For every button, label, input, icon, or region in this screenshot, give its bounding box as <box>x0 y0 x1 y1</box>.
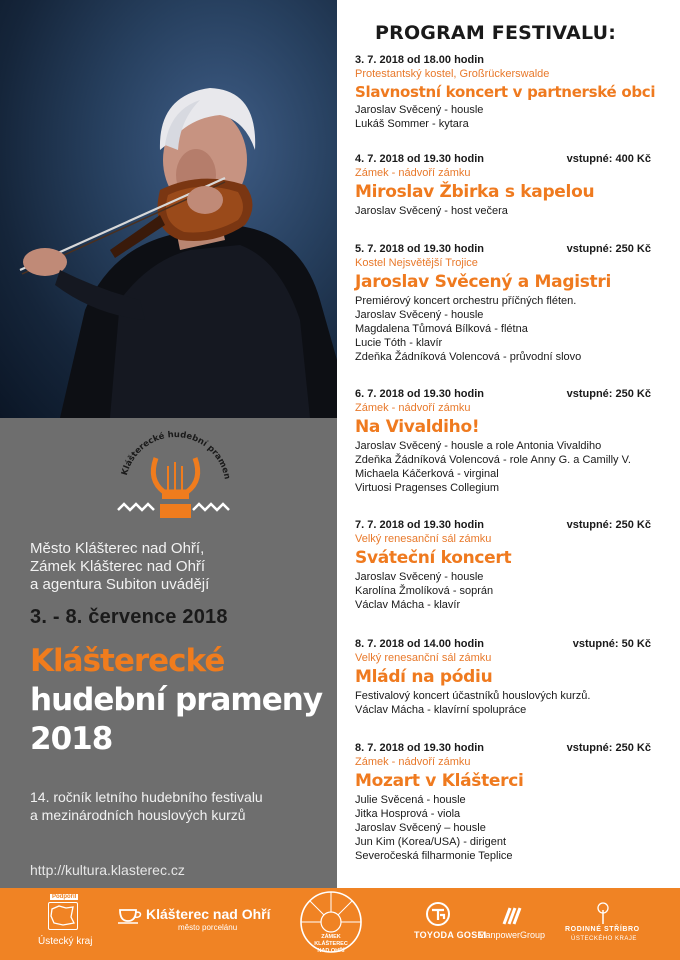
event-price: vstupné: 400 Kč <box>566 153 651 165</box>
program-column <box>337 0 680 888</box>
event-item <box>355 638 667 717</box>
program-heading: PROGRAM FESTIVALU: <box>375 22 617 44</box>
event-performers: Premiérový koncert orchestru příčných fléten. Jaroslav Svěcený - housle Magdalena Tůmová Bílková - flétna Lucie Tóth - klavír Zdeňka Žádníková Volencová - průvodní slovo <box>355 295 582 363</box>
event-date: 5. 7. 2018 od 19.30 hodin <box>355 243 484 255</box>
event-price: vstupné: 250 Kč <box>566 243 651 255</box>
event-title: Na Vivaldiho! <box>355 417 480 437</box>
presenters-text: Město Klášterec nad Ohří, Zámek Klášterec nad Ohří a agentura Subiton uvádějí <box>30 540 210 593</box>
svg-text:NAD OHŘÍ: NAD OHŘÍ <box>317 948 345 954</box>
event-performers: Julie Svěcená - housle Jitka Hosprová - viola Jaroslav Svěcený – housle Jun Kim (Korea/USA) - dirigent Severočeská filharmonie Teplice <box>355 794 513 862</box>
region-map-icon <box>48 902 78 930</box>
event-title: Slavnostní koncert v partnerské obci <box>355 83 656 101</box>
tg-emblem-icon <box>426 902 450 926</box>
event-performers: Jaroslav Svěcený - housle Karolína Žmolíková - soprán Václav Mácha - klavír <box>355 571 494 611</box>
event-performers: Jaroslav Svěcený - housle Lukáš Sommer - kytara <box>355 104 484 130</box>
festival-subtitle: 14. ročník letního hudebního festivalu a mezinárodních houslových kurzů <box>30 789 263 823</box>
tree-icon <box>593 902 613 924</box>
event-performers: Festivalový koncert účastníků houslových kurzů. Václav Mácha - klavírní spolupráce <box>355 690 591 716</box>
event-price: vstupné: 50 Kč <box>572 638 651 650</box>
event-price: vstupné: 250 Kč <box>566 519 651 531</box>
festival-title: Klášterecké hudební prameny 2018 <box>30 643 323 757</box>
event-performers: Jaroslav Svěcený - housle a role Antonia Vivaldiho Zdeňka Žádníková Volencová - role Anny G. a Camilly V. Michaela Káčerková - virginal Virtuosi Pragenses Collegium <box>355 440 631 494</box>
event-item <box>355 388 667 495</box>
event-venue: Protestantský kostel, Großrückerswalde <box>355 68 550 80</box>
event-date: 3. 7. 2018 od 18.00 hodin <box>355 54 484 66</box>
event-venue: Kostel Nejsvětější Trojice <box>355 257 478 269</box>
festival-lyre-logo <box>108 418 243 526</box>
festival-dates: 3. - 8. července 2018 <box>30 606 228 628</box>
event-price: vstupné: 250 Kč <box>566 742 651 754</box>
event-item <box>355 243 667 364</box>
svg-text:ZÁMEK: ZÁMEK <box>321 934 341 940</box>
event-performers: Jaroslav Svěcený - host večera <box>355 205 508 217</box>
sponsor-bar: Podpořil Ústecký kraj Klášterec nad Ohří město porcelánu ZÁMEK KLÁŠTEREC NAD OHŘÍ TOYODA GOSEI ManpowerGroup RODINNÉ STŘÍBRO ÚSTECKÉHO KRAJE <box>0 888 680 960</box>
event-price: vstupné: 250 Kč <box>566 388 651 400</box>
event-date: 8. 7. 2018 od 19.30 hodin <box>355 742 484 754</box>
event-venue: Velký renesanční sál zámku <box>355 533 492 545</box>
event-venue: Velký renesanční sál zámku <box>355 652 492 664</box>
website-link[interactable]: http://kultura.klasterec.cz <box>30 862 185 878</box>
violinist-photo <box>0 0 337 418</box>
event-venue: Zámek - nádvoří zámku <box>355 756 471 768</box>
left-panel <box>0 0 337 888</box>
event-title: Mozart v Klášterci <box>355 771 524 791</box>
event-item <box>355 54 667 131</box>
event-venue: Zámek - nádvoří zámku <box>355 167 471 179</box>
event-date: 6. 7. 2018 od 19.30 hodin <box>355 388 484 400</box>
event-title: Jaroslav Svěcený a Magistri <box>355 272 611 292</box>
event-date: 8. 7. 2018 od 14.00 hodin <box>355 638 484 650</box>
event-date: 4. 7. 2018 od 19.30 hodin <box>355 153 484 165</box>
event-venue: Zámek - nádvoří zámku <box>355 402 471 414</box>
event-title: Mládí na pódiu <box>355 667 493 687</box>
svg-text:KLÁŠTEREC: KLÁŠTEREC <box>314 941 348 947</box>
event-title: Sváteční koncert <box>355 548 512 568</box>
svg-text:Klášterecké hudební prameny: Klášterecké hudební pramen <box>119 429 232 481</box>
event-item <box>355 153 667 218</box>
porcelain-cup-icon <box>118 906 144 924</box>
event-item <box>355 519 667 612</box>
event-title: Miroslav Žbirka s kapelou <box>355 182 595 202</box>
event-date: 7. 7. 2018 od 19.30 hodin <box>355 519 484 531</box>
event-item <box>355 742 667 863</box>
zamek-klasterec-logo <box>290 888 372 960</box>
manpower-stripes-icon <box>500 906 524 926</box>
